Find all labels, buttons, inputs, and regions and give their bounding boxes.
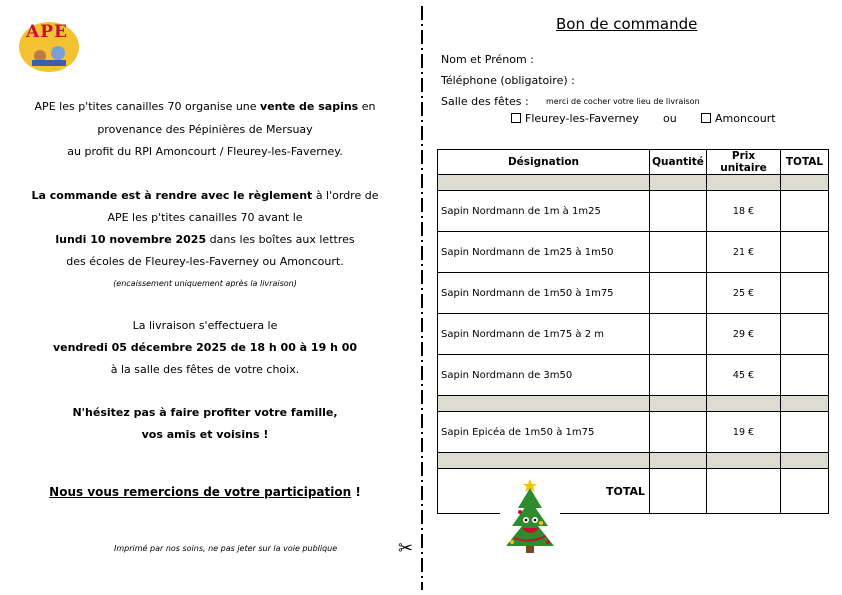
christmas-tree-icon — [500, 476, 560, 556]
phone-label: Téléphone (obligatoire) : — [441, 74, 575, 87]
quantity-cell[interactable] — [650, 355, 707, 396]
or-label: ou — [663, 112, 677, 125]
order-line-1: La commande est à rendre avec le règlement à l'ordre de — [31, 189, 379, 202]
order-table — [437, 149, 829, 514]
table-row — [438, 314, 829, 355]
fleurey-checkbox[interactable] — [511, 113, 521, 123]
quantity-cell[interactable] — [650, 191, 707, 232]
header-quantity: Quantité — [650, 150, 707, 175]
total-cell[interactable] — [781, 412, 829, 453]
hall-label: Salle des fêtes : — [441, 95, 529, 108]
delivery-line-2: vendredi 05 décembre 2025 de 18 h 00 à 19 h 00 — [52, 341, 358, 354]
item-name: Sapin Nordmann de 1m25 à 1m50 — [438, 232, 650, 273]
order-note: (encaissement uniquement après la livraison) — [113, 279, 297, 288]
grand-total-row — [438, 469, 829, 514]
total-cell[interactable] — [781, 273, 829, 314]
intro-line-2: provenance des Pépinières de Mersuay — [97, 123, 313, 136]
hall-hint: merci de cocher votre lieu de livraison — [546, 97, 700, 106]
intro-line-3: au profit du RPI Amoncourt / Fleurey-les-Faverney. — [67, 145, 343, 158]
item-name: Sapin Nordmann de 3m50 — [438, 355, 650, 396]
order-line-2: APE les p'tites canailles 70 avant le — [107, 211, 303, 224]
cut-line — [420, 0, 424, 595]
item-price: 19 € — [707, 412, 781, 453]
grand-total-value[interactable] — [781, 469, 829, 514]
item-name: Sapin Nordmann de 1m50 à 1m75 — [438, 273, 650, 314]
order-line-3: lundi 10 novembre 2025 dans les boîtes aux lettres — [55, 233, 355, 246]
table-header-row — [438, 150, 829, 175]
item-name: Sapin Epicéa de 1m50 à 1m75 — [438, 412, 650, 453]
header-total: TOTAL — [781, 150, 829, 175]
thanks-line: Nous vous remercions de votre participation ! — [49, 485, 361, 499]
intro-line-1: APE les p'tites canailles 70 organise une vente de sapins en — [34, 100, 376, 113]
item-price: 21 € — [707, 232, 781, 273]
table-row — [438, 191, 829, 232]
header-unit-price: Prix unitaire — [707, 150, 781, 175]
delivery-line-3: à la salle des fêtes de votre choix. — [110, 363, 300, 376]
scissors-icon: ✂ — [398, 538, 414, 559]
quantity-cell[interactable] — [650, 314, 707, 355]
table-row — [438, 232, 829, 273]
grand-total-quantity[interactable] — [650, 469, 707, 514]
total-cell[interactable] — [781, 232, 829, 273]
ape-logo — [18, 20, 80, 72]
grand-total-label: TOTAL — [438, 469, 650, 514]
order-line-4: des écoles de Fleurey-les-Faverney ou Amoncourt. — [66, 255, 344, 268]
item-price: 18 € — [707, 191, 781, 232]
separator-row — [438, 453, 829, 469]
table-row — [438, 273, 829, 314]
grand-total-blank — [707, 469, 781, 514]
share-line-2: vos amis et voisins ! — [141, 428, 269, 441]
separator-row — [438, 175, 829, 191]
table-row — [438, 412, 829, 453]
table-row — [438, 355, 829, 396]
total-cell[interactable] — [781, 314, 829, 355]
item-name: Sapin Nordmann de 1m à 1m25 — [438, 191, 650, 232]
share-line-1: N'hésitez pas à faire profiter votre famille, — [72, 406, 338, 419]
header-designation: Désignation — [438, 150, 650, 175]
form-title: Bon de commande — [556, 15, 698, 33]
printed-notice: Imprimé par nos soins, ne pas jeter sur la voie publique — [114, 544, 338, 553]
quantity-cell[interactable] — [650, 232, 707, 273]
delivery-line-1: La livraison s'effectuera le — [132, 319, 278, 332]
total-cell[interactable] — [781, 191, 829, 232]
option-fleurey[interactable]: Fleurey-les-Faverney — [511, 112, 639, 125]
name-label: Nom et Prénom : — [441, 53, 534, 66]
amoncourt-checkbox[interactable] — [701, 113, 711, 123]
quantity-cell[interactable] — [650, 273, 707, 314]
option-amoncourt[interactable]: Amoncourt — [701, 112, 776, 125]
separator-row — [438, 396, 829, 412]
logo-text: APE — [26, 22, 68, 42]
quantity-cell[interactable] — [650, 412, 707, 453]
item-price: 25 € — [707, 273, 781, 314]
item-price: 29 € — [707, 314, 781, 355]
total-cell[interactable] — [781, 355, 829, 396]
item-name: Sapin Nordmann de 1m75 à 2 m — [438, 314, 650, 355]
item-price: 45 € — [707, 355, 781, 396]
